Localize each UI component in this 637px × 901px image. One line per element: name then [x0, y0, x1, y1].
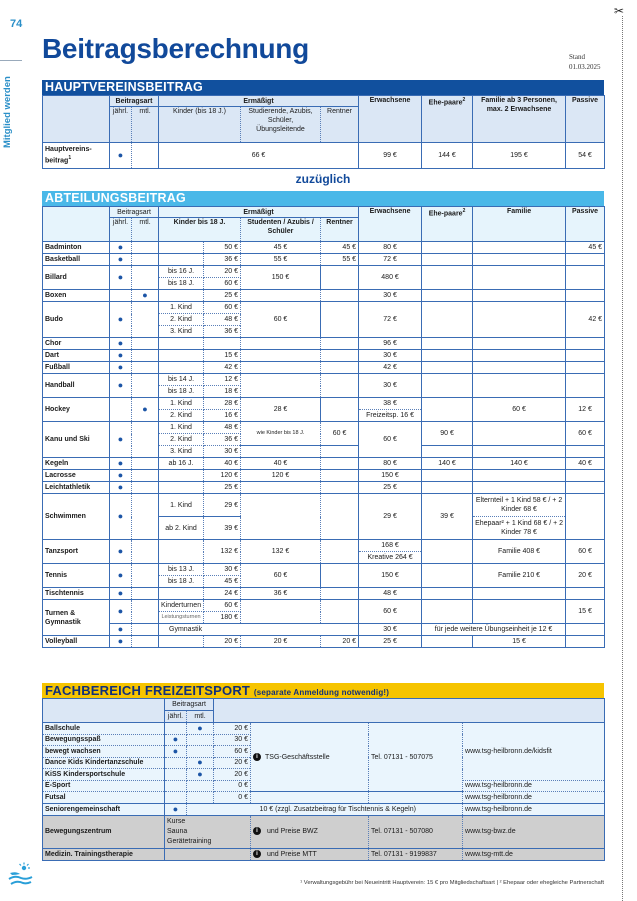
bullet-dot-icon: ●: [110, 494, 132, 540]
section-abteilung-title: ABTEILUNGSBEITRAG: [42, 191, 604, 206]
table-row: Boxen ● 25 € 30 €: [43, 290, 605, 302]
footnote: ¹ Verwaltungsgebühr bei Neueintritt Hauptverein: 15 € pro Mitgliedschaftsart | ² Ehepaar oder eheglеiche Partnerschaft: [300, 880, 604, 886]
bullet-dot-icon: ●: [110, 302, 132, 338]
table-row: Volleyball ● 20 € 20 € 20 € 25 € 15 €: [43, 636, 605, 648]
table-row: Futsal 0 € www.tsg-heilbronn.de: [43, 792, 605, 804]
scissors-icon: ✂: [614, 4, 625, 18]
table-row: Dance Kids Kindertanzschule ● 20 €: [43, 757, 605, 769]
link-esport[interactable]: www.tsg-heilbronn.de: [463, 780, 605, 792]
table-row: Bewegungszentrum Kurse Sauna Gerätetraining i und Preise BWZ Tel. 07131 - 507080 www.tsg-bwz.de: [43, 815, 605, 848]
hauptverein-table: Beitragsart Ermäßigt Erwachsene Ehe-paare$^2$ Familie ab 3 Personen, max. 2 Erwachsene Passive jährl. mtl. Kinder (bis 18 J.) Studierende, Azubis, Schüler, Übungsleitende Rentner Hauptvereins-beitrag$^1$ ● 66 € 99 € 144 € 195 € 54 €: [42, 95, 605, 169]
link-bwz[interactable]: www.tsg-bwz.de: [463, 815, 605, 848]
bullet-dot-icon: ●: [110, 254, 132, 266]
table-row: Badminton ● 50 € 45 € 45 € 80 € 45 €: [43, 242, 605, 254]
table-row: Schwimmen ● 1. Kind 29 € 29 € 39 € Elternteil + 1 Kind 58 € / + 2 Kinder 68 €: [43, 494, 605, 517]
link-senioren[interactable]: www.tsg-heilbronn.de: [463, 803, 605, 815]
freizeit-table: Beitragsart jährl. mtl. Ballschule ● 20 € i TSG-Geschäftsstelle Tel. 07131 - 507075 www.tsg-heilbronn.de/kidsfit Bewegungsspaß ● 30 € bewegt wachsen ● 60 € Dance Kids Kindertanzschule ● 20 € KiSS Kindersportschule ● 20 € E-Sport 0 € www.tsg-heilbronn.de Futsal 0 € www.tsg-heilbronn.de Seniorengemeinschaft ● 10 € (zzgl. Zusatzbeitrag für Tischtennis & Kegeln) www.tsg-heilbronn.de Bewegungszentrum Kurse Sauna Gerätetraining i und Preise BWZ Tel. 07131 - 507080 www.tsg-bwz.de Medizin. Trainingstherapie i und Preise MTT Tel. 07131 - 9199837 www.tsg-mtt.de: [42, 698, 605, 861]
bullet-dot-icon: ●: [110, 374, 132, 398]
info-icon: i: [253, 827, 261, 835]
table-row: Basketball ● 36 € 55 € 55 € 72 €: [43, 254, 605, 266]
link-mtt[interactable]: www.tsg-mtt.de: [463, 848, 605, 860]
bullet-dot-icon: ●: [110, 350, 132, 362]
table-row: Lacrosse ● 120 € 120 € 150 €: [43, 470, 605, 482]
bullet-dot-icon: ●: [110, 482, 132, 494]
table-row: Handball ● bis 14 J. 12 € 30 €: [43, 374, 605, 386]
table-row: Hauptvereins-beitrag$^1$ ● 66 € 99 € 144 € 195 € 54 €: [43, 143, 605, 169]
bullet-dot-icon: ●: [132, 398, 159, 422]
table-row: Kegeln ● ab 16 J. 40 € 40 € 80 € 140 € 140 € 40 €: [43, 458, 605, 470]
zuzueglich-label: zuzüglich: [295, 172, 351, 186]
bullet-dot-icon: ●: [110, 338, 132, 350]
bullet-dot-icon: ●: [165, 746, 187, 758]
link-kidsfit[interactable]: www.tsg-heilbronn.de/kidsfit: [463, 723, 605, 781]
table-row: Tischtennis ● 24 € 36 € 48 €: [43, 588, 605, 600]
table-row: Dart ● 15 € 30 €: [43, 350, 605, 362]
section-freizeit-title: FACHBEREICH FREIZEITSPORT (separate Anmeldung notwendig!): [42, 683, 604, 698]
stand-date: Stand 01.03.2025: [569, 53, 601, 71]
table-row: bewegt wachsen ● 60 €: [43, 746, 605, 758]
table-row: Kanu und Ski ● 1. Kind 48 € wie Kinder bis 18 J. 60 € 60 € 90 € 60 €: [43, 422, 605, 434]
bullet-dot-icon: ●: [110, 422, 132, 458]
table-row: Hockey ● 1. Kind 28 € 28 € 38 € 60 € 12 €: [43, 398, 605, 410]
bullet-dot-icon: ●: [165, 803, 187, 815]
table-row: Medizin. Trainingstherapie i und Preise MTT Tel. 07131 - 9199837 www.tsg-mtt.de: [43, 848, 605, 860]
table-row: E-Sport 0 € www.tsg-heilbronn.de: [43, 780, 605, 792]
bullet-dot-icon: ●: [110, 266, 132, 290]
table-row: Bewegungsspaß ● 30 €: [43, 734, 605, 746]
table-row: Tennis ● bis 13 J. 30 € 60 € 150 € Familie 210 € 20 €: [43, 564, 605, 576]
bullet-dot-icon: ●: [110, 470, 132, 482]
bullet-dot-icon: ●: [110, 143, 132, 169]
rail-divider: [0, 60, 22, 61]
table-row: Tanzsport ● 132 € 132 € 168 € Familie 408 € 60 €: [43, 540, 605, 552]
bullet-dot-icon: ●: [110, 624, 132, 636]
table-row: Billard ● bis 16 J. 20 € 150 € 480 €: [43, 266, 605, 278]
bullet-dot-icon: ●: [165, 734, 187, 746]
table-row: Leichtathletik ● 25 € 25 €: [43, 482, 605, 494]
table-row: Seniorengemeinschaft ● 10 € (zzgl. Zusatzbeitrag für Tischtennis & Kegeln) www.tsg-heilbronn.de: [43, 803, 605, 815]
page-title: Beitragsberechnung: [42, 33, 309, 64]
table-row: Chor ● 96 €: [43, 338, 605, 350]
info-icon: i: [253, 753, 261, 761]
link-futsal[interactable]: www.tsg-heilbronn.de: [463, 792, 605, 804]
info-icon: i: [253, 850, 261, 858]
table-row: Ballschule ● 20 € i TSG-Geschäftsstelle Tel. 07131 - 507075 www.tsg-heilbronn.de/kidsfit: [43, 723, 605, 735]
table-row: Budo ● 1. Kind 60 € 60 € 72 € 42 €: [43, 302, 605, 314]
abteilung-table: Beitragsart Ermäßigt Erwachsene Ehe-paare$^2$ Familie Passive jährl. mtl. Kinder bis 18 J. Studenten / Azubis / Schüler Rentner Badminton ● 50 € 45 € 45 € 80 € 45 € Basketball ● 36 € 55 € 55 € 72 € Billard ● bis 16 J. 20 € 150 € 480 € bis 18 J. 60 € Boxen ● 25 € 30 € Budo ● 1. Kind 60 € 60 € 72 € 42 € 2. Kind 48 € 3. Kind 36 € Chor ● 96 € Dart ● 15 € 30 € Fußball ● 42 € 42 € Handball ● bis 14 J. 12 € 30 € bis 18 J. 18 € Hockey ● 1. Kind 28 € 28 € 38 € 60 € 12 € 2. Kind 16 € Freizeitsp. 16 € Kanu und Ski ● 1. Kind 48 € wie Kinder bis 18 J. 60 € 60 € 90 € 60 € 2. Kind 36 € 3. Kind 30 € Kegeln ● ab 16 J. 40 € 40 € 80 € 140 € 140 € 40 € Lacrosse ● 120 € 120 € 150 € Leichtathletik ● 25 € 25 € Schwimmen ● 1. Kind 29 € 29 € 39 € Elternteil + 1 Kind 58 € / + 2 Kinder 68 € ab 2. Kind 39 € Ehepaar² + 1 Kind 68 € / + 2 Kinder 78 € Tanzsport ● 132 € 132 € 168 € Familie 408 € 60 € Kreative 264 € Tennis ● bis 13 J. 30 € 60 € 150 € Familie 210 € 20 € bis 18 J. 45 € Tischtennis ● 24 € 36 € 48 € Turnen & Gymnastik ● Kinderturnen 60 € 60 € 15 € Leistungsturnen 180 € ● Gymnastik 30 € für jede weitere Übungseinheit je 12 € Volleyball ● 20 € 20 € 20 € 25 € 15 €: [42, 206, 605, 648]
rail-label: Mitglied werden: [2, 76, 13, 148]
bullet-dot-icon: ●: [110, 242, 132, 254]
table-row: Turnen & Gymnastik ● Kinderturnen 60 € 60 € 15 €: [43, 600, 605, 612]
table-row: KiSS Kindersportschule ● 20 €: [43, 769, 605, 781]
section-hauptverein-title: HAUPTVEREINSBEITRAG: [42, 80, 604, 95]
bullet-dot-icon: ●: [187, 723, 214, 735]
page-number: 74: [10, 18, 23, 30]
bullet-dot-icon: ●: [187, 757, 214, 769]
bullet-dot-icon: ●: [110, 600, 132, 624]
table-row: Fußball ● 42 € 42 €: [43, 362, 605, 374]
bullet-dot-icon: ●: [110, 362, 132, 374]
bullet-dot-icon: ●: [187, 769, 214, 781]
cut-line: [622, 16, 623, 901]
bullet-dot-icon: ●: [110, 588, 132, 600]
swimmer-logo-icon: [8, 862, 34, 886]
bullet-dot-icon: ●: [110, 564, 132, 588]
bullet-dot-icon: ●: [110, 458, 132, 470]
bullet-dot-icon: ●: [132, 290, 159, 302]
bullet-dot-icon: ●: [110, 636, 132, 648]
bullet-dot-icon: ●: [110, 540, 132, 564]
